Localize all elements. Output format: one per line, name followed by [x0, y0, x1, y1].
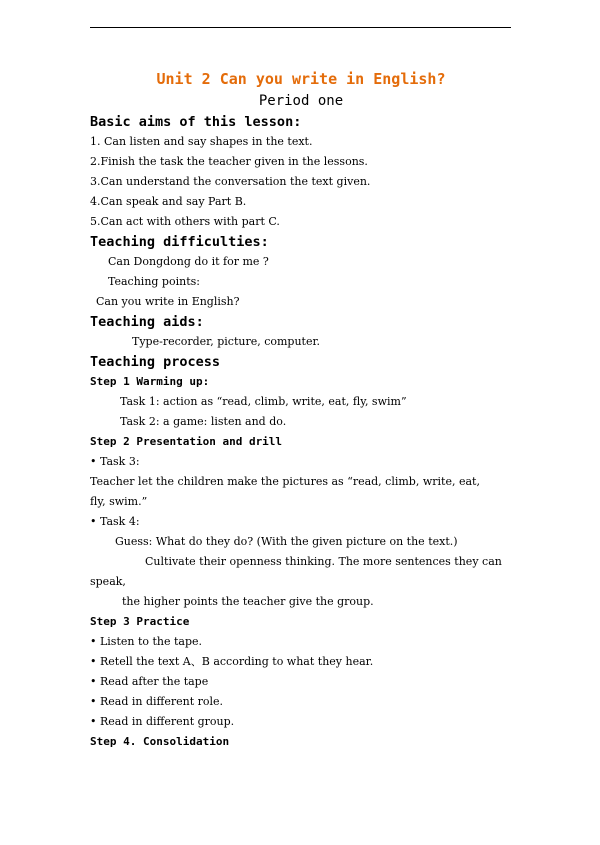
step2-title: Step 2 Presentation and drill	[90, 435, 283, 448]
step3-item: • Read in different group.	[90, 715, 235, 728]
step2-task3-text-cont: fly, swim.”	[90, 495, 148, 508]
aim-item: 5.Can act with others with part C.	[90, 215, 280, 228]
step3-item: • Read in different role.	[90, 695, 224, 708]
step1-task2: Task 2: a game: listen and do.	[120, 415, 287, 428]
document-title: Unit 2 Can you write in English?	[156, 70, 446, 88]
step2-guess: Guess: What do they do? (With the given picture on the text.)	[115, 535, 458, 548]
step2-cultivate: Cultivate their openness thinking. The more sentences they can	[145, 555, 502, 568]
aids-text: Type-recorder, picture, computer.	[132, 335, 321, 348]
step3-item: • Listen to the tape.	[90, 635, 203, 648]
step2-cultivate-cont: speak,	[90, 575, 126, 588]
document-body	[90, 68, 520, 752]
step2-cultivate-end: the higher points the teacher give the group.	[122, 595, 374, 608]
step3-title: Step 3 Practice	[90, 615, 190, 628]
process-heading: Teaching process	[90, 354, 221, 370]
header-rule	[90, 27, 511, 28]
aim-item: 2.Finish the task the teacher given in the lessons.	[90, 155, 368, 168]
step2-task3: • Task 3:	[90, 455, 140, 468]
step1-title: Step 1 Warming up:	[90, 375, 210, 388]
aim-item: 4.Can speak and say Part B.	[90, 195, 247, 208]
step1-task1: Task 1: action as “read, climb, write, eat, fly, swim”	[120, 395, 407, 408]
aims-heading: Basic aims of this lesson:	[90, 114, 302, 130]
step2-task4: • Task 4:	[90, 515, 140, 528]
difficulties-text: Can Dongdong do it for me ?	[108, 255, 269, 268]
aim-item: 1. Can listen and say shapes in the text.	[90, 135, 313, 148]
document-subtitle: Period one	[258, 93, 344, 109]
step3-item: • Read after the tape	[90, 675, 209, 688]
step3-item: • Retell the text A、B according to what they hear.	[90, 655, 374, 668]
points-label: Teaching points:	[108, 275, 200, 288]
difficulties-heading: Teaching difficulties:	[90, 234, 269, 250]
aids-heading: Teaching aids:	[90, 314, 204, 330]
points-text: Can you write in English?	[96, 295, 240, 308]
step4-title: Step 4. Consolidation	[90, 735, 230, 748]
step2-task3-text: Teacher let the children make the pictures as “read, climb, write, eat,	[90, 475, 480, 488]
aim-item: 3.Can understand the conversation the text given.	[90, 175, 371, 188]
